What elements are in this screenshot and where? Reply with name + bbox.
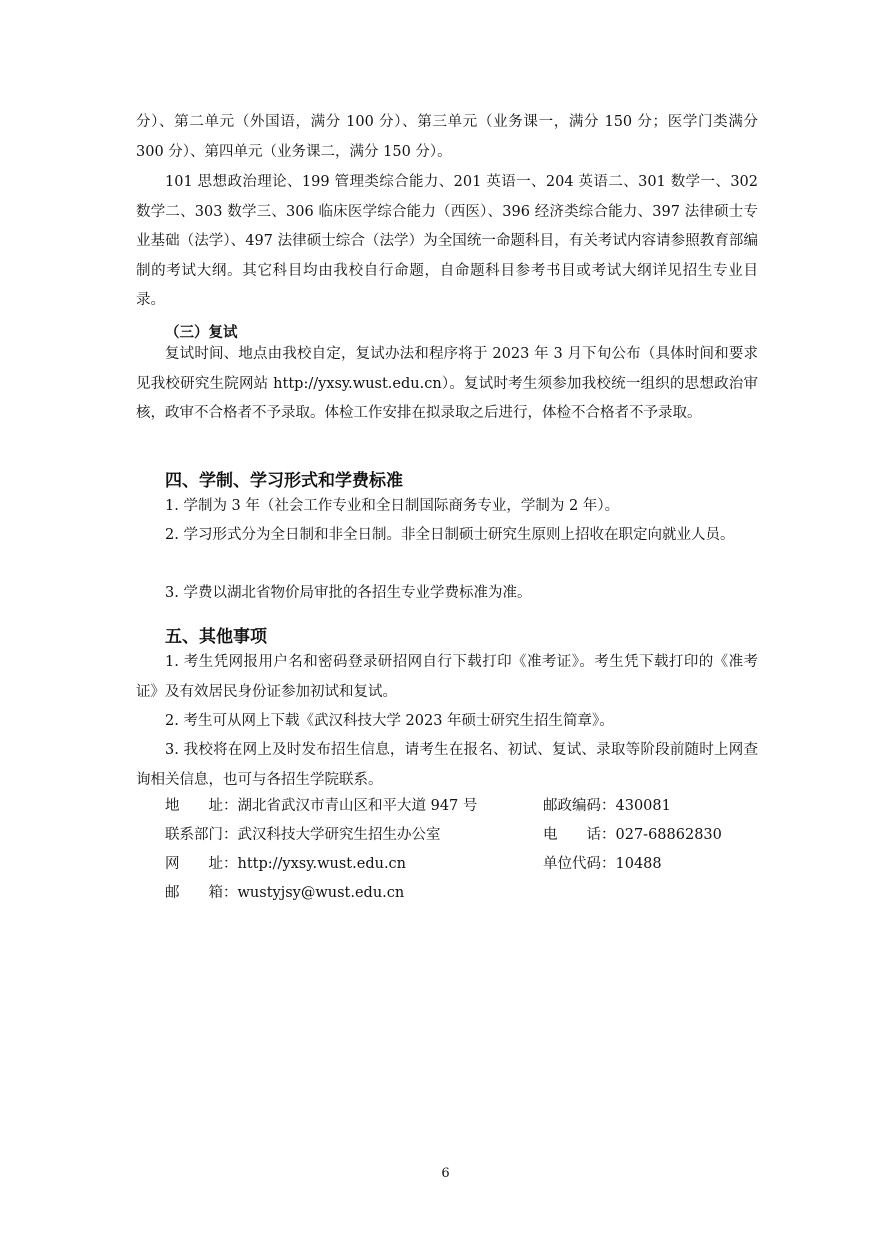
contact-row-1 <box>165 794 765 822</box>
contact-email: 邮 箱：wustyjsy@wust.edu.cn <box>165 885 405 901</box>
list-item-4-1: 1. 学制为 3 年（社会工作专业和全日制国际商务专业，学制为 2 年）。 <box>165 498 620 514</box>
contact-phone: 电 话：027-68862830 <box>543 827 722 843</box>
paragraph-national-subjects: 101 思想政治理论、199 管理类综合能力、201 英语一、204 英语二、301 数学一、302 数学二、303 数学三、306 临床医学综合能力（西医）、396 经济类综合能力、397 法律硕士专业基础（法学）、497 法律硕士综合（法学）为全国统一命题科目，有关考试内容请参照教育部编制的考试大纲。其它科目均由我校自行命题，自命题科目参考书目或考试大纲详见招生专业目录。 <box>136 174 758 308</box>
paragraph-retest: 复试时间、地点由我校自定，复试办法和程序将于 2023 年 3 月下旬公布（具体时间和要求见我校研究生院网站 http://yxsy.wust.edu.cn）。复试时考生须参加我校统一组织的思想政治审核，政审不合格者不予录取。体检工作安排在拟录取之后进行，体检不合格者不予录取。 <box>136 346 758 421</box>
contact-row-3 <box>165 852 765 880</box>
page-number: 6 <box>441 1166 450 1181</box>
paragraph-exam-units: 分）、第二单元（外国语，满分 100 分）、第三单元（业务课一，满分 150 分；医学门类满分 300 分）、第四单元（业务课二，满分 150 分）。 <box>136 114 758 160</box>
section-heading-5: 五、其他事项 <box>165 627 267 647</box>
contact-postcode: 邮政编码：430081 <box>543 798 671 814</box>
subheading-retest: （三）复试 <box>165 324 238 341</box>
contact-website: 网 址：http://yxsy.wust.edu.cn <box>165 856 407 872</box>
contact-department: 联系部门：武汉科技大学研究生招生办公室 <box>165 827 441 843</box>
section-heading-4: 四、学制、学习形式和学费标准 <box>165 471 403 491</box>
list-item-4-2: 2. 学习形式分为全日制和非全日制。非全日制硕士研究生原则上招收在职定向就业人员。 <box>165 527 735 543</box>
list-item-5-1: 1. 考生凭网报用户名和密码登录研招网自行下载打印《准考证》。考生凭下载打印的《准考证》及有效居民身份证参加初试和复试。 <box>136 654 758 700</box>
contact-address: 地 址：湖北省武汉市青山区和平大道 947 号 <box>165 798 478 814</box>
contact-row-2 <box>165 823 765 851</box>
list-item-5-2: 2. 考生可从网上下载《武汉科技大学 2023 年硕士研究生招生简章》。 <box>165 713 614 729</box>
contact-row-4 <box>165 881 765 909</box>
contact-unit-code: 单位代码：10488 <box>543 856 662 872</box>
list-item-4-3: 3. 学费以湖北省物价局审批的各招生专业学费标准为准。 <box>165 585 532 601</box>
list-item-5-3: 3. 我校将在网上及时发布招生信息，请考生在报名、初试、复试、录取等阶段前随时上网查询相关信息，也可与各招生学院联系。 <box>136 742 758 788</box>
